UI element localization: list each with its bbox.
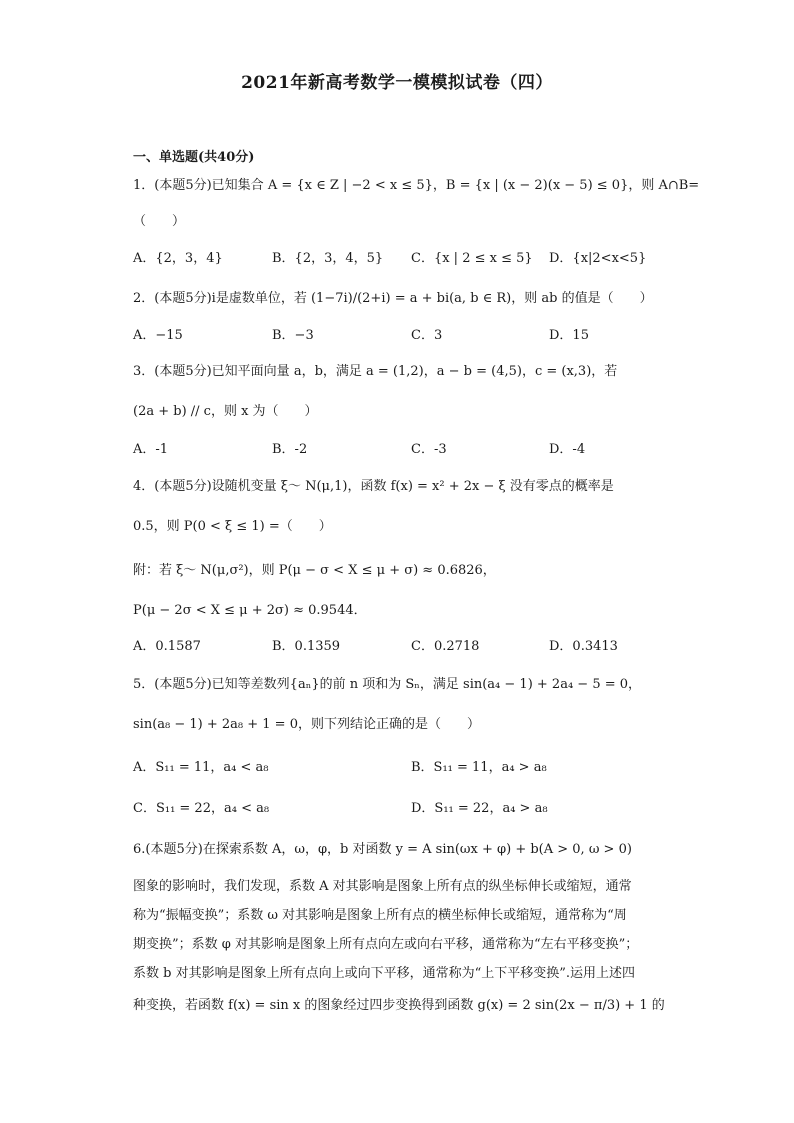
section-heading: 一、单选题(共40分) bbox=[133, 150, 255, 165]
question-2-option-a: A．−15 bbox=[133, 328, 183, 343]
question-1-paren: （ ） bbox=[133, 214, 186, 229]
question-2-option-d: D．15 bbox=[549, 328, 589, 343]
question-5-option-b: B．S₁₁ = 11，a₄ > a₈ bbox=[411, 760, 547, 775]
question-2-stem: 2．(本题5分)i是虚数单位，若 (1−7i)/(2+i) = a + bi(a, b ∈ R)，则 ab 的值是（ ） bbox=[133, 291, 653, 306]
question-3-option-c: C．-3 bbox=[411, 442, 447, 457]
question-5-option-a: A．S₁₁ = 11，a₄ < a₈ bbox=[133, 760, 269, 775]
question-1-option-a: A．{2，3，4} bbox=[133, 251, 223, 266]
question-6-body-line: 系数 b 对其影响是图象上所有点向上或向下平移，通常称为“上下平移变换”.运用上述四 bbox=[133, 966, 636, 981]
question-1-option-c: C．{x | 2 ≤ x ≤ 5} bbox=[411, 251, 533, 266]
question-4-option-a: A．0.1587 bbox=[133, 639, 201, 654]
question-6-stem: 6.(本题5分)在探索系数 A，ω，φ，b 对函数 y = A sin(ωx + φ) + b(A > 0, ω > 0) bbox=[133, 842, 632, 857]
question-3-option-a: A．-1 bbox=[133, 442, 169, 457]
question-6-body-line: 期变换”；系数 φ 对其影响是图象上所有点向左或向右平移，通常称为“左右平移变换”； bbox=[133, 937, 639, 952]
question-3-option-d: D．-4 bbox=[549, 442, 586, 457]
page-title: 2021年新高考数学一模模拟试卷（四） bbox=[241, 73, 553, 93]
question-4-stem-2: 0.5，则 P(0 < ξ ≤ 1) =（ ） bbox=[133, 519, 332, 534]
question-5-stem: 5．(本题5分)已知等差数列{aₙ}的前 n 项和为 Sₙ，满足 sin(a₄ − 1) + 2a₄ − 5 = 0， bbox=[133, 677, 642, 692]
question-4-note-1: 附：若 ξ～ N(μ,σ²)，则 P(μ − σ < X ≤ μ + σ) ≈ 0.6826， bbox=[133, 563, 496, 578]
question-6-body-line: 称为“振幅变换”；系数 ω 对其影响是图象上所有点的横坐标伸长或缩短，通常称为“周 bbox=[133, 908, 627, 923]
question-5-option-c: C．S₁₁ = 22，a₄ < a₈ bbox=[133, 801, 270, 816]
question-1-option-d: D．{x|2<x<5} bbox=[549, 251, 647, 266]
question-6-body-line: 种变换，若函数 f(x) = sin x 的图象经过四步变换得到函数 g(x) = 2 sin(2x − π/3) + 1 的 bbox=[133, 998, 665, 1013]
question-6-body-line: 图象的影响时，我们发现，系数 A 对其影响是图象上所有点的纵坐标伸长或缩短，通常 bbox=[133, 879, 632, 894]
question-3-stem-2: (2a + b) // c，则 x 为（ ） bbox=[133, 404, 318, 419]
question-3-stem: 3．(本题5分)已知平面向量 a，b，满足 a = (1,2)，a − b = (4,5)，c = (x,3)，若 bbox=[133, 364, 618, 379]
question-4-note-2: P(μ − 2σ < X ≤ μ + 2σ) ≈ 0.9544． bbox=[133, 603, 367, 618]
question-4-option-d: D．0.3413 bbox=[549, 639, 618, 654]
question-4-option-c: C．0.2718 bbox=[411, 639, 480, 654]
question-3-option-b: B．-2 bbox=[272, 442, 308, 457]
question-1-stem: 1．(本题5分)已知集合 A = {x ∈ Z | −2 < x ≤ 5}，B = {x | (x − 2)(x − 5) ≤ 0}，则 A∩B= bbox=[133, 178, 700, 193]
question-5-option-d: D．S₁₁ = 22，a₄ > a₈ bbox=[411, 801, 548, 816]
question-2-option-c: C．3 bbox=[411, 328, 443, 343]
question-5-stem-2: sin(a₈ − 1) + 2a₈ + 1 = 0，则下列结论正确的是（ ） bbox=[133, 717, 480, 732]
question-2-option-b: B．−3 bbox=[272, 328, 314, 343]
question-4-stem: 4．(本题5分)设随机变量 ξ～ N(μ,1)，函数 f(x) = x² + 2x − ξ 没有零点的概率是 bbox=[133, 479, 614, 494]
question-1-option-b: B．{2，3，4，5} bbox=[272, 251, 384, 266]
question-4-option-b: B．0.1359 bbox=[272, 639, 341, 654]
question-6-body bbox=[133, 872, 668, 1020]
